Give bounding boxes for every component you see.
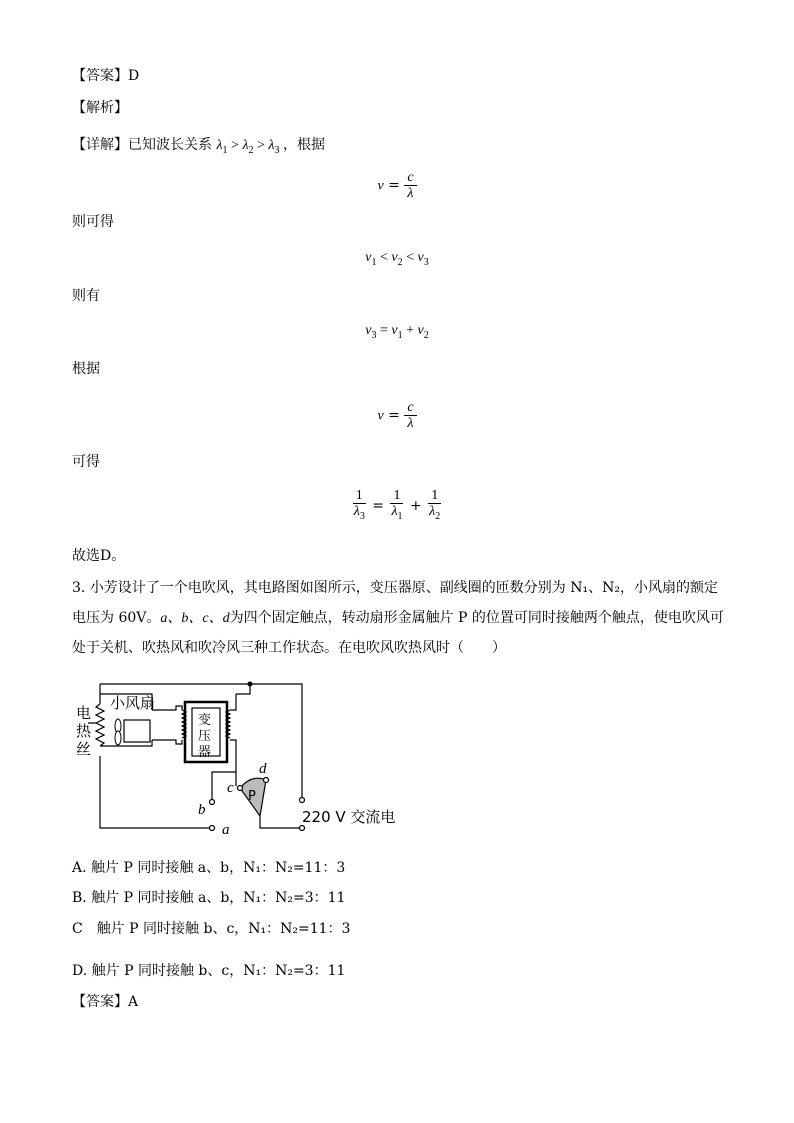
answer-line-2 bbox=[72, 992, 138, 1012]
label-a: a bbox=[222, 822, 230, 838]
text-then-have: 则有 bbox=[72, 288, 100, 304]
equation-frequency-2: ν = $\frac{c}{\lambda}$ bbox=[0, 400, 794, 431]
detail-label: 【详解】 bbox=[72, 137, 128, 153]
text-then-get: 则可得 bbox=[72, 214, 114, 230]
answer-value-2: A bbox=[128, 994, 139, 1010]
contact-b bbox=[210, 800, 215, 805]
detail-line bbox=[72, 135, 325, 161]
heater-label-3: 丝 bbox=[76, 740, 92, 758]
source-terminal-1 bbox=[300, 798, 305, 803]
label-d: d bbox=[259, 761, 267, 777]
source-terminal-2 bbox=[300, 826, 305, 831]
question-line-2: 电压为 60V。a、b、c、d为四个固定触点，转动扇形金属触片 P 的位置可同时接触两个触点，使电吹风可 bbox=[72, 610, 724, 626]
circuit-diagram bbox=[72, 676, 412, 838]
answer-label: 【答案】 bbox=[72, 68, 128, 84]
option-a-key: A. bbox=[72, 860, 87, 876]
analysis-label: 【解析】 bbox=[72, 100, 128, 116]
contact-a bbox=[210, 826, 215, 831]
option-c[interactable]: C 触片 P 同时接触 b、c，N₁：N₂=11：3 bbox=[72, 921, 351, 937]
heater-label-2: 热 bbox=[76, 722, 92, 740]
source-label: 220 V 交流电 bbox=[302, 808, 396, 826]
option-d-key: D. bbox=[72, 963, 88, 979]
wavelength-relation: $\lambda_1 > \lambda_2 > \lambda_3$ bbox=[216, 138, 280, 156]
contact-c bbox=[238, 786, 243, 791]
equation-sum: $\nu_3 = \nu_1 + \nu_2$ bbox=[365, 323, 429, 341]
slider-label: P bbox=[248, 789, 256, 804]
equation-inequality: $\nu_1 < \nu_2 < \nu_3$ bbox=[365, 250, 429, 268]
transformer-label-3: 器 bbox=[198, 745, 212, 760]
detail-after: ，根据 bbox=[283, 137, 325, 153]
option-d[interactable]: D. 触片 P 同时接触 b、c，N₁：N₂=3：11 bbox=[72, 963, 346, 979]
transformer-label-2: 压 bbox=[198, 729, 212, 744]
fan-label: 小风扇 bbox=[110, 694, 156, 712]
question-number: 3. bbox=[72, 580, 86, 596]
option-c-key: C bbox=[72, 921, 83, 937]
equation-frequency-1: ν = $\frac{c}{\lambda}$ bbox=[0, 170, 794, 201]
option-b-key: B. bbox=[72, 890, 87, 906]
answer-label-2: 【答案】 bbox=[72, 994, 128, 1010]
option-a[interactable]: A. 触片 P 同时接触 a、b，N₁：N₂=11：3 bbox=[72, 860, 346, 876]
text-based-on: 根据 bbox=[72, 361, 100, 377]
equation-reciprocal: $\frac{1}{\lambda_3}$ = $\frac{1}{\lambda_1}$ + $\frac{1}{\lambda_2}$ bbox=[353, 488, 441, 522]
answer-line-1 bbox=[72, 66, 139, 86]
question-line-3: 处于关机、吹热风和吹冷风三种工作状态。在电吹风吹热风时（ ） bbox=[72, 640, 506, 656]
heater-label-1: 电 bbox=[76, 704, 92, 722]
conclusion: 故选D。 bbox=[72, 548, 126, 564]
contact-d bbox=[264, 778, 269, 783]
detail-intro: 已知波长关系 bbox=[128, 137, 212, 153]
answer-value: D bbox=[128, 68, 140, 84]
label-b: b bbox=[198, 802, 206, 818]
question-line-1: 3. 小芳设计了一个电吹风，其电路图如图所示，变压器原、副线圈的匝数分别为 N₁、N₂，小风扇的额定 bbox=[72, 580, 718, 596]
option-b[interactable]: B. 触片 P 同时接触 a、b，N₁：N₂=3：11 bbox=[72, 890, 346, 906]
text-can-get: 可得 bbox=[72, 454, 100, 470]
label-c: c bbox=[227, 780, 234, 796]
transformer-label-1: 变 bbox=[198, 713, 212, 728]
